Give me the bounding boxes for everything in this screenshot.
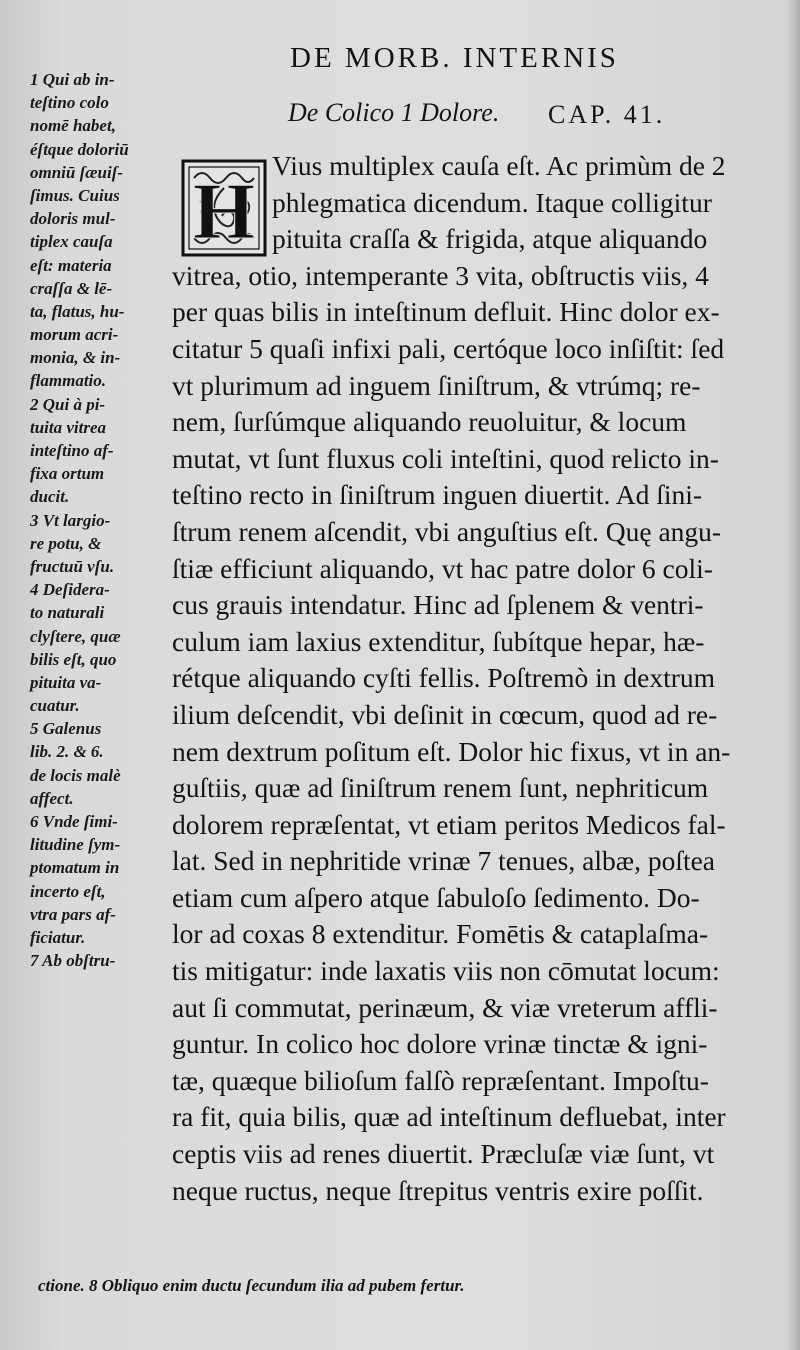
main-text-line: citatur 5 quaſi infixi pali, certóque loco inſiſtit: ſed — [172, 332, 725, 364]
main-text-line: guſtiis, quæ ad ſiniſtrum renem ſunt, nephriticum — [172, 772, 709, 804]
initial-letter-glyph: H — [192, 168, 256, 256]
marginal-note-line: flammatio. — [30, 371, 107, 391]
marginal-note-line: ducit. — [30, 487, 70, 507]
main-text-line: cus grauis intendatur. Hinc ad ſplenem & ventri- — [172, 589, 704, 621]
main-text-line: phlegmatica dicendum. Itaque colligitur — [272, 186, 712, 218]
marginal-note-line: fixa ortum — [30, 464, 105, 484]
marginal-note-line: bilis eſt, quo — [30, 649, 117, 669]
marginal-note-line: 5 Galenus — [30, 719, 102, 739]
main-text-line: Vius multiplex cauſa eſt. Ac primùm de 2 — [272, 150, 726, 181]
marginal-note-line: omniū ſæuiſ- — [30, 162, 124, 182]
main-text-line: tæ, quæque bilioſum falſò repræſentant. Impoſtu- — [172, 1064, 709, 1096]
marginal-note-line: lib. 2. & 6. — [30, 742, 104, 762]
main-text-line: lor ad coxas 8 extenditur. Fomētis & cataplaſma- — [172, 918, 709, 950]
main-text-block — [172, 148, 782, 1209]
marginal-note-line: doloris mul- — [30, 209, 116, 229]
main-text-line: aut ſi commutat, perinæum, & viæ vreterum affli- — [172, 991, 718, 1023]
marginal-note-line: eſt: materia — [30, 255, 112, 275]
marginal-note-line: teſtino colo — [30, 93, 109, 113]
marginal-note-line: pituita va- — [30, 672, 102, 692]
marginal-note-line: inteſtino af- — [30, 441, 114, 460]
main-text-line: ſtiæ efficiunt aliquando, vt hac patre dolor 6 coli- — [172, 552, 713, 584]
marginal-note-line: cuatur. — [30, 696, 80, 716]
marginal-note-line: ſimus. Cuius — [30, 185, 120, 205]
marginal-note-line: 2 Qui à pi- — [30, 394, 106, 414]
marginal-note-line: 6 Vnde ſimi- — [30, 812, 118, 831]
marginal-note-line: re potu, & — [30, 533, 102, 553]
main-text-line: tis mitigatur: inde laxatis viis non cōmutat locum: — [172, 955, 720, 987]
marginal-note-line: fructuū vſu. — [30, 556, 115, 576]
footer-marginal-note: ctione. 8 Obliquo enim ductu ſecundum ilia ad pubem fertur. — [38, 1276, 465, 1295]
running-head: DE MORB. INTERNIS — [290, 42, 619, 74]
main-text-line: lat. Sed in nephritide vrinæ 7 tenues, albæ, poſtea — [172, 845, 716, 877]
main-text-line: vt plurimum ad inguem ſiniſtrum, & vtrúmq; re- — [172, 369, 701, 401]
marginal-note-line: 4 Deſidera- — [30, 580, 110, 600]
main-text-line: neque ructus, neque ſtrepitus ventris exire poſſit. — [172, 1174, 704, 1206]
marginal-notes — [30, 68, 170, 972]
marginal-note-line: de locis malè — [30, 765, 121, 785]
marginal-note-line: ficiatur. — [30, 927, 86, 947]
main-text-line: etiam cum aſpero atque ſabuloſo ſedimento. Do- — [172, 881, 700, 913]
main-text-line: guntur. In colico hoc dolore vrinæ tinctæ & igni- — [172, 1028, 708, 1060]
main-text-line: ilium deſcendit, vbi deſinit in cœcum, quod ad re- — [172, 698, 718, 730]
marginal-note-line: ptomatum in — [30, 858, 120, 878]
main-text-line: pituita craſſa & frigida, atque aliquando — [272, 223, 708, 255]
marginal-note-line: 7 Ab obſtru- — [30, 951, 116, 971]
main-text-line: per quas bilis in inteſtinum defluit. Hinc dolor ex- — [172, 296, 720, 328]
main-text-line: vitrea, otio, intemperante 3 vita, obſtructis viis, 4 — [172, 259, 709, 291]
marginal-note-line: to naturali — [30, 603, 105, 623]
marginal-note-line: 1 Qui ab in- — [30, 70, 115, 89]
page-edge-shadow — [786, 0, 800, 1350]
marginal-note-line: clyſtere, quæ — [30, 626, 121, 646]
marginal-note-line: monia, & in- — [30, 348, 121, 368]
main-text-line: dolorem repræſentat, vt etiam peritos Medicos fal- — [172, 808, 726, 840]
chapter-title: De Colico 1 Dolore. — [288, 98, 500, 127]
chapter-number: CAP. 41. — [548, 100, 666, 129]
main-text-line: ceptis viis ad renes diuertit. Præcluſæ viæ ſunt, vt — [172, 1138, 715, 1170]
marginal-note-line: nomē habet, — [30, 116, 116, 136]
marginal-note-line: incerto eſt, — [30, 881, 106, 901]
marginal-note-line: craſſa & lē- — [30, 278, 113, 298]
marginal-note-line: affect. — [30, 788, 74, 808]
marginal-note-line: morum acri- — [30, 325, 119, 345]
marginal-note-line: 3 Vt largio- — [30, 510, 111, 530]
main-text-line: ſtrum renem aſcendit, vbi anguſtius eſt. Quę angu- — [172, 515, 722, 547]
main-text-line: nem dextrum poſitum eſt. Dolor hic fixus, vt in an- — [172, 735, 731, 767]
main-text-line: culum iam laxius extenditur, ſubítque hepar, hæ- — [172, 625, 705, 657]
marginal-note-line: litudine ſym- — [30, 835, 121, 855]
main-text-line: teſtino recto in ſiniſtrum inguen diuertit. Ad ſini- — [172, 479, 703, 511]
marginal-note-line: vtra pars af- — [30, 904, 116, 924]
main-text-line: rétque aliquando cyſti fellis. Poſtremò in dextrum — [172, 662, 716, 694]
marginal-note-line: éſtque doloriū — [30, 139, 129, 159]
marginal-note-line: ta, flatus, hu- — [30, 301, 125, 321]
marginal-note-line: tuita vitrea — [30, 417, 107, 437]
main-text-line: nem, ſurſúmque aliquando reuoluitur, & locum — [172, 406, 687, 438]
marginal-note-line: tiplex cauſa — [30, 232, 113, 252]
main-text-line: ra fit, quia bilis, quæ ad inteſtinum defluebat, inter — [172, 1101, 726, 1133]
main-text-line: mutat, vt ſunt fluxus coli inteſtini, quod relicto in- — [172, 442, 719, 474]
